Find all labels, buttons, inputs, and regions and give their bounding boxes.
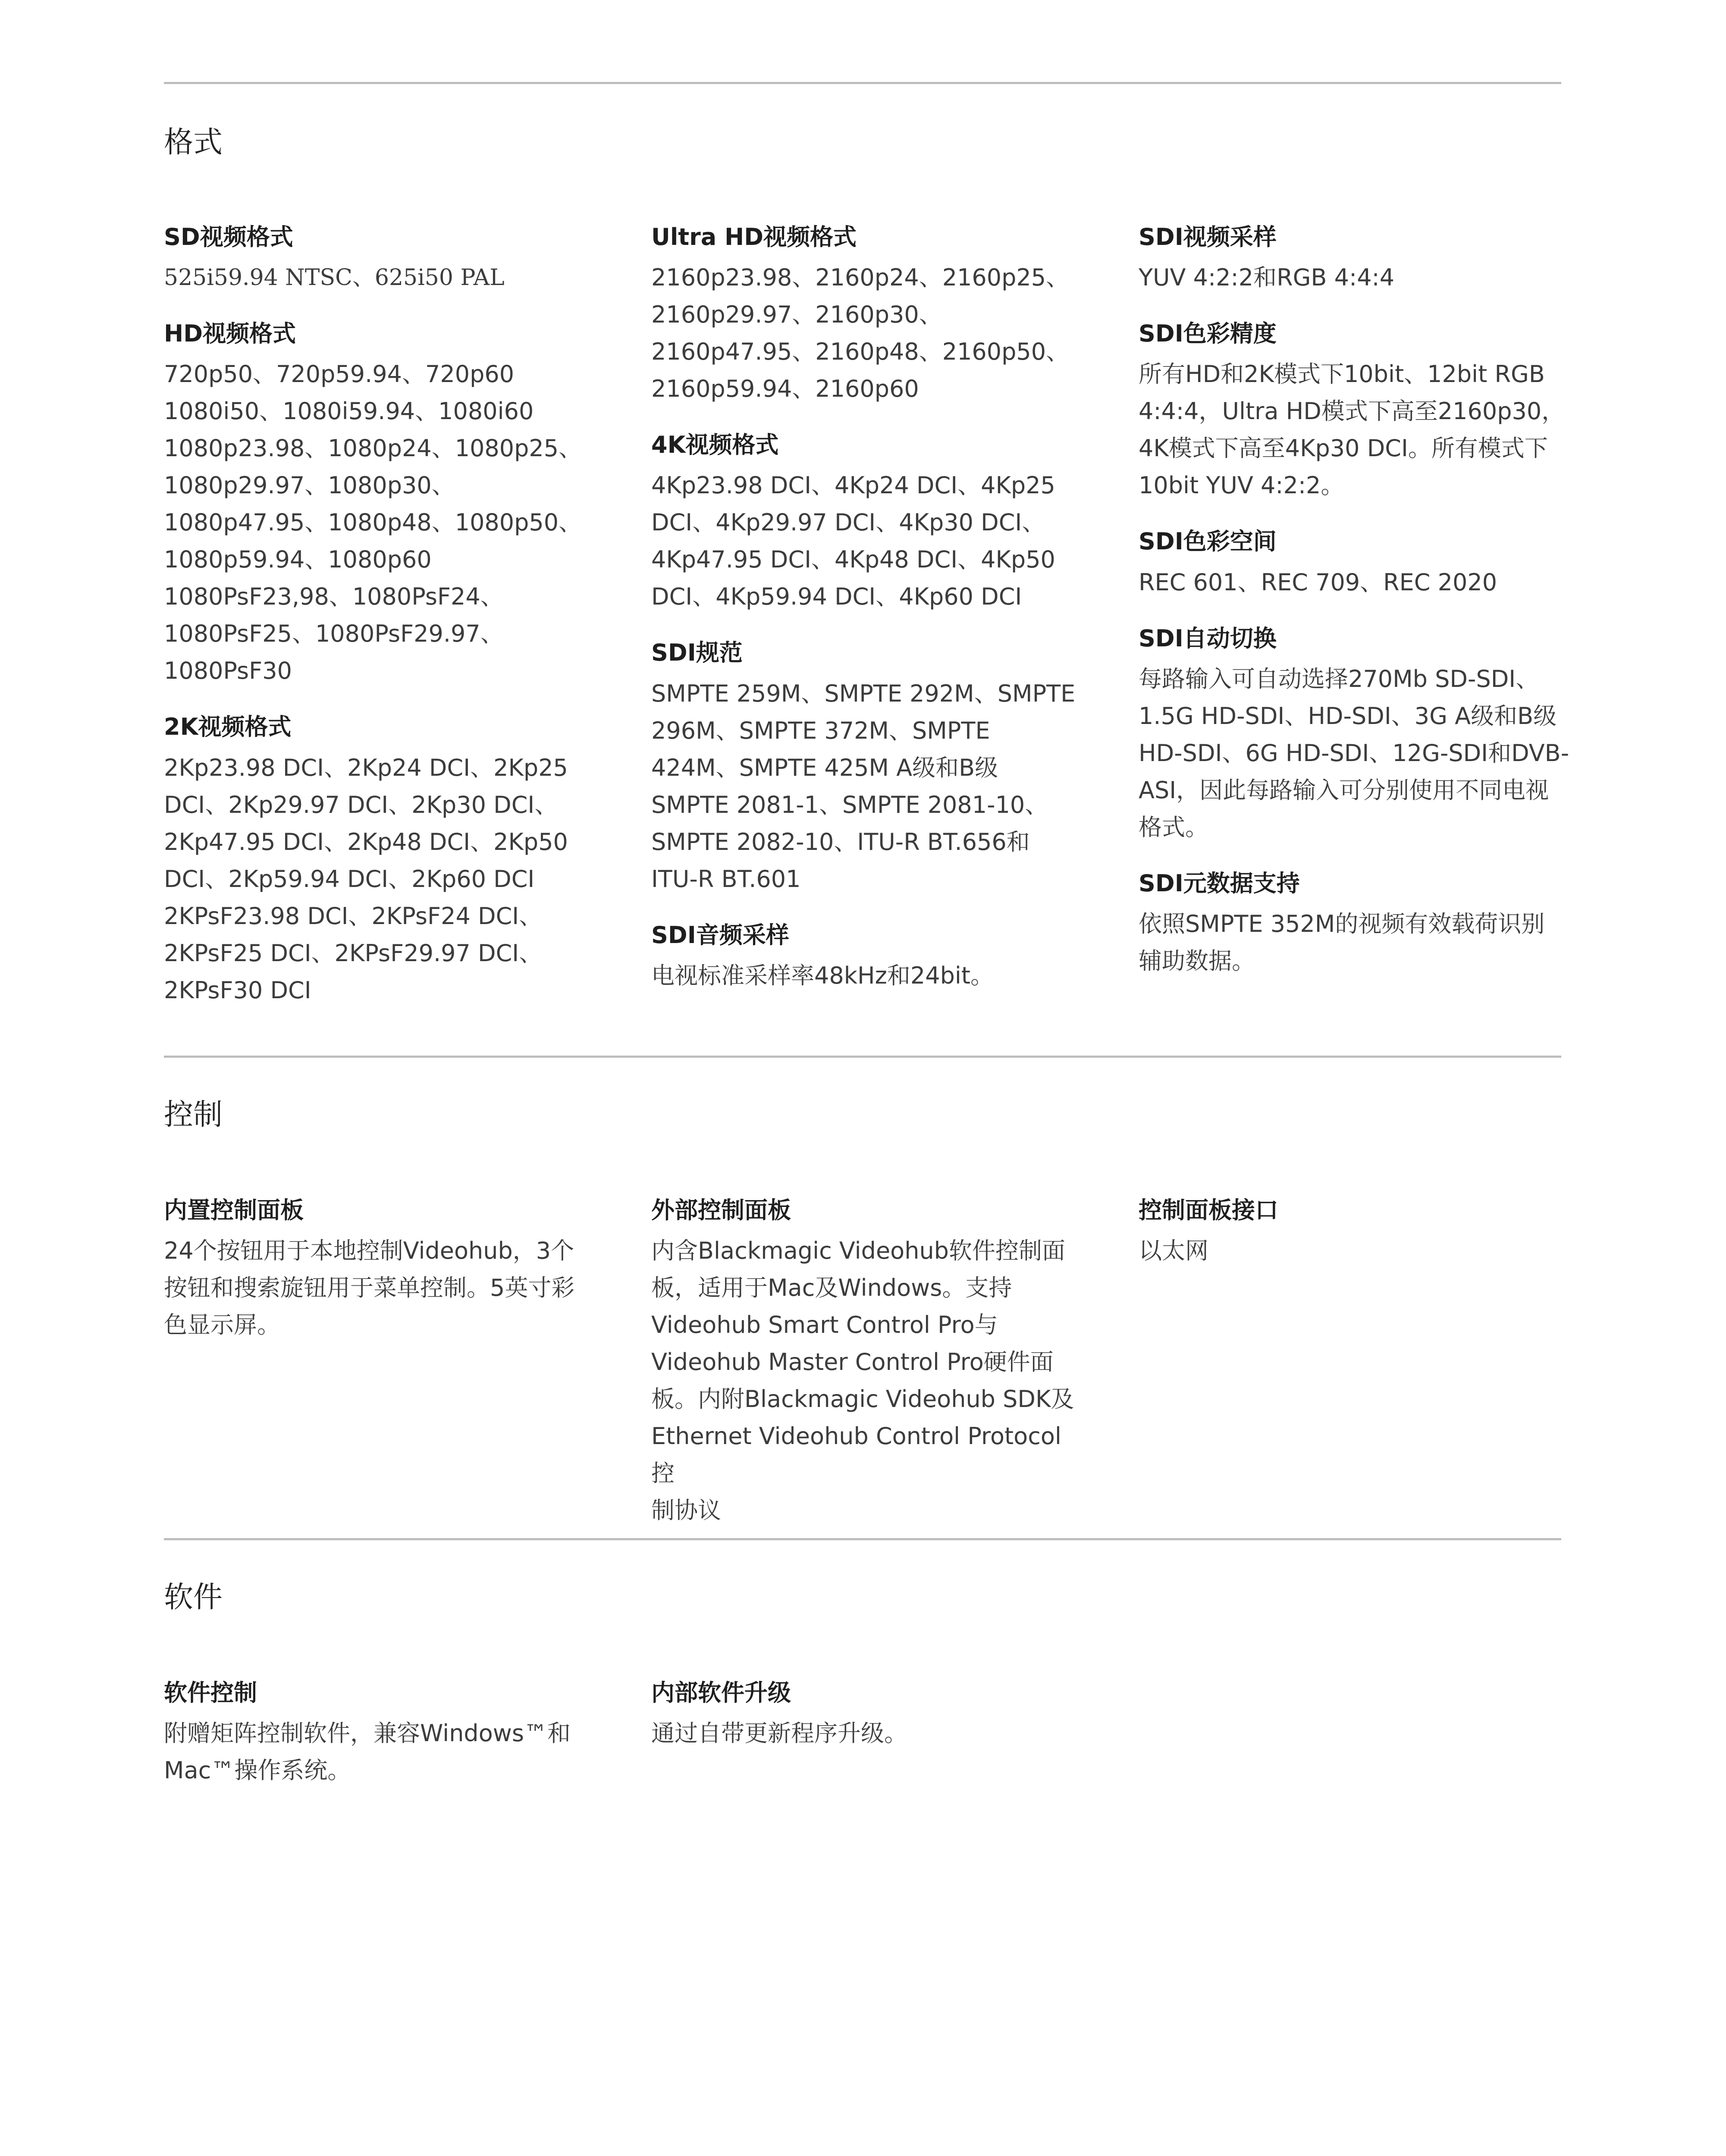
spec-item <box>164 1195 595 1344</box>
spec-body: 4Kp23.98 DCI、4Kp24 DCI、4Kp25 DCI、4Kp29.97 DCI、4Kp30 DCI、 4Kp47.95 DCI、4Kp48 DCI、4Kp50 DCI、4Kp59.94 DCI、4Kp60 DCI <box>651 472 1055 611</box>
spec-body: 每路输入可自动选择270Mb SD-SDI、 1.5G HD-SDI、HD-SDI、3G A级和B级 HD-SDI、6G HD-SDI、12G-SDI和DVB- ASI，因此每路输入可分别使用不同电视 格式。 <box>1139 665 1569 841</box>
spec-body: 附赠矩阵控制软件，兼容Windows™和 Mac™操作系统。 <box>164 1720 571 1784</box>
spec-body: 以太网 <box>1139 1237 1208 1265</box>
spec-item <box>1139 868 1570 980</box>
spec-body: 525i59.94 NTSC、625i50 PAL <box>164 265 505 291</box>
spec-title: SDI视频采样 <box>1139 223 1277 251</box>
spec-body: SMPTE 259M、SMPTE 292M、SMPTE 296M、SMPTE 372M、SMPTE 424M、SMPTE 425M A级和B级 SMPTE 2081-1、SMPTE 2081-10、 SMPTE 2082-10、ITU-R BT.656和 ITU-R BT.601 <box>651 680 1076 893</box>
section-title-formats: 格式 <box>164 125 223 160</box>
spec-title: SDI规范 <box>651 639 743 667</box>
spec-item <box>651 1678 1083 1752</box>
spec-title: SDI色彩精度 <box>1139 320 1277 348</box>
spec-item <box>651 222 1083 407</box>
control-column-3 <box>1139 1195 1570 1292</box>
spec-item <box>651 430 1083 615</box>
spec-item <box>651 1195 1083 1529</box>
spec-body: 依照SMPTE 352M的视频有效载荷识别 辅助数据。 <box>1139 910 1545 975</box>
spec-title: HD视频格式 <box>164 320 296 348</box>
spec-title: 软件控制 <box>164 1679 257 1706</box>
spec-body: 24个按钮用于本地控制Videohub，3个 按钮和搜索旋钮用于菜单控制。5英寸彩 色显示屏。 <box>164 1237 575 1339</box>
spec-title: 2K视频格式 <box>164 713 292 741</box>
spec-item <box>1139 222 1570 296</box>
spec-body: 内含Blackmagic Videohub软件控制面 板，适用于Mac及Windows。支持 Videohub Smart Control Pro与 Videohub Master Control Pro硬件面 板。内附Blackmagic Videohub SDK及 Ethernet Videohub Control Protocol控 制协议 <box>651 1237 1074 1524</box>
spec-item <box>164 222 595 296</box>
spec-item <box>164 1678 595 1789</box>
spec-title: 外部控制面板 <box>651 1197 791 1224</box>
spec-item <box>651 920 1083 994</box>
spec-item <box>651 638 1083 897</box>
spec-item <box>1139 319 1570 504</box>
spec-item <box>1139 624 1570 846</box>
spec-body: 通过自带更新程序升级。 <box>651 1720 907 1747</box>
control-column-1 <box>164 1195 595 1366</box>
spec-title: 控制面板接口 <box>1139 1197 1278 1224</box>
spec-title: SDI色彩空间 <box>1139 528 1277 555</box>
spec-title: SDI自动切换 <box>1139 624 1277 652</box>
spec-item <box>164 319 595 689</box>
spec-title: Ultra HD视频格式 <box>651 223 857 251</box>
divider-control <box>164 1056 1561 1058</box>
spec-body: 电视标准采样率48kHz和24bit。 <box>651 962 994 989</box>
spec-title: 内部软件升级 <box>651 1679 791 1706</box>
spec-body: 2Kp23.98 DCI、2Kp24 DCI、2Kp25 DCI、2Kp29.97 DCI、2Kp30 DCI、 2Kp47.95 DCI、2Kp48 DCI、2Kp50 DCI、2Kp59.94 DCI、2Kp60 DCI 2KPsF23.98 DCI、2KPsF24 DCI、 2KPsF25 DCI、2KPsF29.97 DCI、 2KPsF30 DCI <box>164 754 568 1004</box>
software-column-2 <box>651 1678 1083 1774</box>
divider-top <box>164 82 1561 84</box>
spec-body: 所有HD和2K模式下10bit、12bit RGB 4:4:4，Ultra HD模式下高至2160p30， 4K模式下高至4Kp30 DCI。所有模式下 10bit YUV 4:2:2。 <box>1139 360 1565 499</box>
spec-body: YUV 4:2:2和RGB 4:4:4 <box>1139 264 1395 291</box>
spec-title: SDI元数据支持 <box>1139 869 1300 897</box>
control-column-2 <box>651 1195 1083 1551</box>
spec-body: 720p50、720p59.94、720p60 1080i50、1080i59.94、1080i60 1080p23.98、1080p24、1080p25、 1080p29.97、1080p30、 1080p47.95、1080p48、1080p50、 1080p59.94、1080p60 1080PsF23,98、1080PsF24、 1080PsF25、1080PsF29.97、 1080PsF30 <box>164 360 582 685</box>
spec-title: 4K视频格式 <box>651 431 779 459</box>
spec-item <box>1139 1195 1570 1269</box>
software-column-1 <box>164 1678 595 1811</box>
spec-body: 2160p23.98、2160p24、2160p25、 2160p29.97、2160p30、 2160p47.95、2160p48、2160p50、 2160p59.94、2160p60 <box>651 264 1070 403</box>
divider-software <box>164 1538 1561 1540</box>
formats-column-3 <box>1139 222 1570 1002</box>
formats-column-2 <box>651 222 1083 1017</box>
spec-item <box>1139 526 1570 601</box>
spec-title: SD视频格式 <box>164 223 293 251</box>
spec-item <box>164 712 595 1009</box>
spec-body: REC 601、REC 709、REC 2020 <box>1139 568 1497 596</box>
formats-column-1 <box>164 222 595 1031</box>
spec-title: SDI音频采样 <box>651 921 789 949</box>
spec-title: 内置控制面板 <box>164 1197 304 1224</box>
section-title-software: 软件 <box>164 1580 223 1614</box>
section-title-control: 控制 <box>164 1098 223 1132</box>
